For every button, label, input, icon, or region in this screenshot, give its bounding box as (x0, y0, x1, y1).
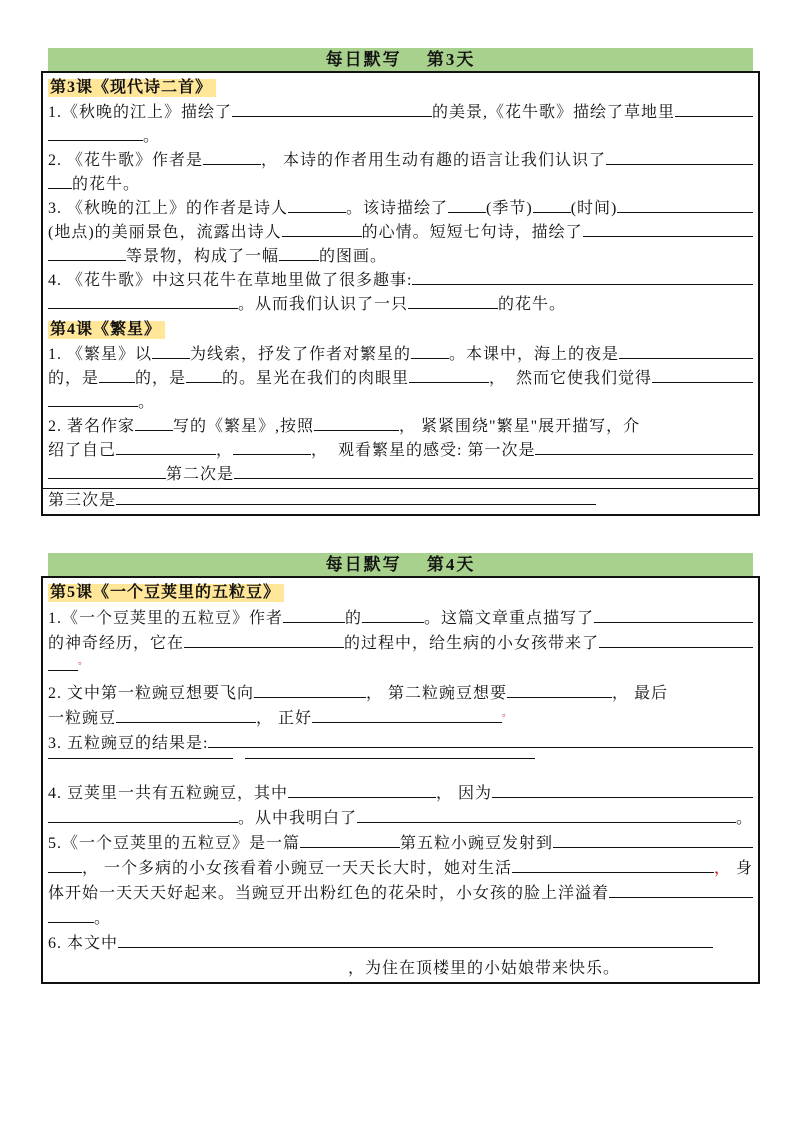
answer-blank (184, 645, 344, 648)
text-run: 。从而我们认识了一只 (238, 296, 409, 313)
answer-blank (583, 234, 753, 237)
text-run: 1.《一个豆荚里的五粒豆》作者 (48, 610, 284, 627)
worksheet-line (48, 831, 753, 856)
text-run: 第三次是 (48, 492, 117, 509)
spacer (48, 972, 348, 973)
worksheet-line (48, 656, 753, 681)
answer-blank (116, 720, 256, 723)
text-run: ， 本诗的作者用生动有趣的语言让我们认识了 (261, 152, 607, 169)
text-run: 的，是 (135, 370, 187, 387)
red-comma-mark: ， (713, 860, 731, 877)
text-run: ， (216, 442, 234, 459)
text-run: 的美景,《花牛歌》描绘了草地里 (432, 104, 676, 121)
answer-blank (599, 645, 753, 648)
answer-blank (594, 620, 753, 623)
text-run: ， 一个多病的小女孩看着小豌豆一天天长大时，她对生活 (82, 860, 513, 877)
text-run: 的花牛。 (72, 176, 141, 193)
answer-blank (48, 138, 143, 141)
lesson-heading-row (48, 75, 753, 101)
worksheet-table (41, 576, 760, 984)
text-run: 1. 《繁星》以 (48, 346, 153, 363)
worksheet-line (48, 781, 753, 806)
text-run: ， 最后 (612, 685, 669, 702)
worksheet-line (48, 391, 753, 415)
text-run: ， 观看繁星的感受: 第一次是 (311, 442, 536, 459)
text-run: 2. 《花牛歌》作者是 (48, 152, 204, 169)
spacer (713, 947, 753, 948)
table-main-cell (43, 578, 758, 982)
worksheet-line (48, 269, 753, 293)
answer-blank (300, 845, 400, 848)
worksheet-line (48, 125, 753, 149)
worksheet-line (48, 489, 753, 513)
answer-blank (409, 380, 489, 383)
answer-blank (535, 452, 753, 455)
text-run: 4. 豆荚里一共有五粒豌豆，其中 (48, 785, 289, 802)
worksheet-line (48, 706, 753, 731)
answer-blank (234, 476, 753, 479)
worksheet-line (48, 881, 753, 906)
answer-blank (48, 404, 138, 407)
text-run: 6. 本文中 (48, 935, 119, 952)
text-run: 2. 著名作家 (48, 418, 136, 435)
text-run: 的图画。 (319, 248, 388, 265)
worksheet-line (48, 245, 753, 269)
table-main-cell (43, 73, 758, 488)
text-run: 的心情。短短七句诗，描绘了 (361, 224, 583, 241)
text-run: 一粒豌豆 (48, 710, 117, 727)
worksheet-line (48, 173, 753, 197)
worksheet-line (48, 806, 753, 831)
answer-blank (288, 210, 346, 213)
worksheet-table (41, 71, 760, 516)
text-run: 3. 《秋晚的江上》的作者是诗人 (48, 200, 289, 217)
text-run: 的 (345, 610, 363, 627)
answer-blank (254, 695, 366, 698)
text-run: ， 正好 (256, 710, 313, 727)
text-run: ，为住在顶楼里的小姑娘带来快乐。 (348, 960, 621, 977)
day-header-title: 每日默写 第3天 (325, 50, 476, 69)
text-run: 第五粒小豌豆发射到 (400, 835, 554, 852)
answer-blank (48, 870, 82, 873)
answer-blank (448, 210, 486, 213)
lesson-heading-row (48, 317, 753, 343)
worksheet-line (48, 415, 753, 439)
answer-blank (233, 452, 311, 455)
answer-blank (609, 895, 753, 898)
text-run: 绍了自己 (48, 442, 117, 459)
answer-blank (533, 210, 571, 213)
worksheet-line (48, 367, 753, 391)
answer-blank (48, 668, 78, 671)
worksheet-line (48, 606, 753, 631)
lesson-heading: 第4课《繁星》 (48, 321, 165, 339)
worksheet-line (48, 906, 753, 931)
text-run: 。 (138, 394, 156, 411)
worksheet-line (48, 856, 753, 881)
text-run: 为线索，抒发了作者对繁星的 (190, 346, 412, 363)
worksheet-line (48, 931, 753, 956)
text-run: 4. 《花牛歌》中这只花牛在草地里做了很多趣事: (48, 272, 413, 289)
text-run: 的。星光在我们的肉眼里 (222, 370, 410, 387)
answer-blank (135, 428, 173, 431)
answer-blank (116, 452, 216, 455)
answer-blank (48, 258, 126, 261)
answer-blank (408, 306, 498, 309)
answer-blank (203, 162, 261, 165)
worksheet-line (48, 731, 753, 756)
worksheet-line (48, 956, 753, 981)
answer-blank (48, 920, 94, 923)
answer-blank (232, 114, 432, 117)
text-run: ， 因为 (436, 785, 493, 802)
day4-worksheet (41, 553, 760, 984)
answer-blank (412, 282, 753, 285)
answer-blank (208, 745, 753, 748)
text-run: (时间) (570, 200, 618, 217)
worksheet-line (48, 101, 753, 125)
lesson-heading-row (48, 580, 753, 606)
table-footer-cell (43, 488, 758, 514)
text-run: 第二次是 (166, 466, 235, 483)
lesson-heading: 第3课《现代诗二首》 (48, 79, 216, 97)
day-header (48, 48, 753, 71)
red-period-mark: 。 (78, 656, 88, 667)
spacer (233, 758, 245, 759)
answer-blank (619, 356, 753, 359)
answer-blank (152, 356, 190, 359)
lesson-heading: 第5课《一个豆荚里的五粒豆》 (48, 584, 284, 602)
worksheet-line (48, 343, 753, 367)
text-run: 。从中我明白了 (238, 810, 358, 827)
text-run: 。该诗描绘了 (346, 200, 449, 217)
text-run: ， 第二粒豌豆想要 (366, 685, 508, 702)
worksheet-line (48, 439, 753, 463)
text-run: 的，是 (48, 370, 100, 387)
answer-blank (507, 695, 612, 698)
answer-blank (48, 186, 72, 189)
answer-blank (279, 258, 319, 261)
answer-blank (116, 502, 596, 505)
answer-blank (245, 756, 535, 759)
answer-blank (186, 380, 222, 383)
answer-blank (282, 234, 362, 237)
answer-blank (48, 820, 238, 823)
answer-blank (99, 380, 135, 383)
answer-blank (288, 795, 436, 798)
text-run: 的神奇经历，它在 (48, 635, 185, 652)
text-run: 2. 文中第一粒豌豆想要飞向 (48, 685, 255, 702)
text-run: 等景物，构成了一幅 (126, 248, 280, 265)
answer-blank (652, 380, 753, 383)
day3-worksheet (41, 48, 760, 516)
answer-blank (48, 476, 166, 479)
worksheet-line (48, 463, 753, 487)
text-run: 5.《一个豆荚里的五粒豆》是一篇 (48, 835, 301, 852)
answer-blank (357, 820, 736, 823)
answer-blank (312, 720, 502, 723)
text-run: 。 (94, 910, 112, 927)
text-run: (地点)的美丽景色，流露出诗人 (48, 224, 282, 241)
text-run: 。 (735, 810, 753, 827)
worksheet-line (48, 756, 753, 781)
text-run: 1.《秋晚的江上》描绘了 (48, 104, 233, 121)
answer-blank (283, 620, 345, 623)
text-run: 。 (143, 128, 161, 145)
answer-blank (553, 845, 753, 848)
answer-blank (617, 210, 753, 213)
answer-blank (362, 620, 424, 623)
text-run: 写的《繁星》,按照 (173, 418, 315, 435)
answer-blank (118, 945, 713, 948)
text-run: 。本课中，海上的夜是 (449, 346, 620, 363)
answer-blank (411, 356, 449, 359)
answer-blank (48, 306, 238, 309)
worksheet-line (48, 293, 753, 317)
text-run: 的花牛。 (498, 296, 567, 313)
day-header-title: 每日默写 第4天 (325, 555, 476, 574)
worksheet-line (48, 221, 753, 245)
worksheet-line (48, 631, 753, 656)
text-run: (季节) (486, 200, 533, 217)
text-run: 。这篇文章重点描写了 (424, 610, 595, 627)
answer-blank (675, 114, 753, 117)
text-run: 体开始一天天天好起来。当豌豆开出粉红色的花朵时，小女孩的脸上洋溢着 (48, 885, 610, 902)
text-run: 身 (730, 860, 753, 877)
red-period-mark: 。 (502, 708, 513, 719)
text-run: ， 然而它使我们觉得 (489, 370, 653, 387)
answer-blank (606, 162, 753, 165)
text-run: 3. 五粒豌豆的结果是: (48, 735, 209, 752)
text-run: 的过程中，给生病的小女孩带来了 (344, 635, 600, 652)
text-run: ， 紧紧围绕"繁星"展开描写，介 (399, 418, 641, 435)
worksheet-line (48, 681, 753, 706)
answer-blank (492, 795, 753, 798)
day-header (48, 553, 753, 576)
worksheet-line (48, 197, 753, 221)
answer-blank (48, 756, 233, 759)
answer-blank (314, 428, 399, 431)
answer-blank (512, 870, 714, 873)
worksheet-line (48, 149, 753, 173)
